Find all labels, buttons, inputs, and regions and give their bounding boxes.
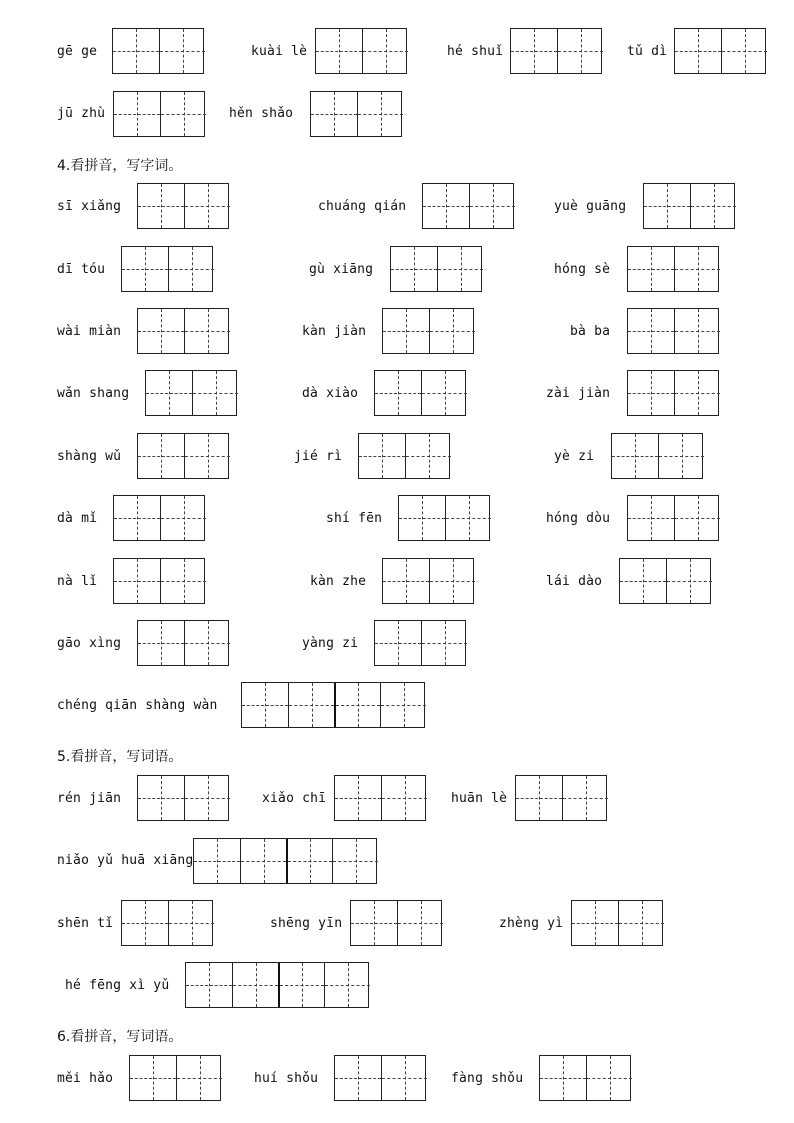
cell-guide-horizontal bbox=[422, 643, 467, 644]
cell-guide-horizontal bbox=[391, 269, 437, 270]
cell-guide-horizontal bbox=[675, 393, 720, 394]
grid-cell[interactable] bbox=[423, 184, 469, 228]
grid-cell[interactable] bbox=[572, 901, 618, 945]
cell-guide-horizontal bbox=[430, 581, 475, 582]
grid-cell[interactable] bbox=[628, 247, 674, 291]
cell-guide-horizontal bbox=[138, 456, 184, 457]
grid-cell[interactable] bbox=[362, 29, 408, 73]
cell-guide-horizontal bbox=[122, 923, 168, 924]
pinyin-lai-dao: lái dào bbox=[546, 574, 603, 589]
grid-cell[interactable] bbox=[381, 776, 427, 820]
grid-cell[interactable] bbox=[184, 434, 230, 478]
section-5-heading: 5.看拼音，写词语。 bbox=[57, 749, 183, 765]
grid-cell[interactable] bbox=[628, 371, 674, 415]
writing-grid[interactable] bbox=[121, 246, 213, 292]
writing-grid[interactable] bbox=[643, 183, 735, 229]
cell-guide-horizontal bbox=[233, 985, 278, 986]
grid-cell[interactable] bbox=[511, 29, 557, 73]
cell-guide-horizontal bbox=[335, 1078, 381, 1079]
writing-grid[interactable] bbox=[611, 433, 703, 479]
grid-cell[interactable] bbox=[383, 559, 429, 603]
cell-guide-horizontal bbox=[628, 269, 674, 270]
pinyin-da-mi: dà mǐ bbox=[57, 511, 98, 526]
cell-guide-horizontal bbox=[675, 331, 720, 332]
writing-grid[interactable] bbox=[193, 838, 377, 884]
grid-cell[interactable] bbox=[138, 621, 184, 665]
grid-cell[interactable] bbox=[168, 247, 214, 291]
cell-guide-horizontal bbox=[383, 331, 429, 332]
writing-grid[interactable] bbox=[390, 246, 482, 292]
pinyin-sheng-yin: shēng yīn bbox=[270, 916, 343, 931]
cell-guide-horizontal bbox=[398, 923, 443, 924]
pinyin-ju-zhu: jū zhù bbox=[57, 106, 106, 121]
section-6-heading: 6.看拼音，写词语。 bbox=[57, 1029, 183, 1045]
grid-cell[interactable] bbox=[375, 621, 421, 665]
pinyin-si-xiang: sī xiǎng bbox=[57, 199, 122, 214]
pinyin-na-li: nà lǐ bbox=[57, 574, 98, 589]
pinyin-hen-shao: hěn shǎo bbox=[229, 106, 294, 121]
grid-cell[interactable] bbox=[644, 184, 690, 228]
cell-guide-horizontal bbox=[113, 51, 159, 52]
grid-cell[interactable] bbox=[160, 559, 206, 603]
cell-guide-horizontal bbox=[130, 1078, 176, 1079]
writing-grid[interactable] bbox=[334, 1055, 426, 1101]
grid-cell[interactable] bbox=[612, 434, 658, 478]
grid-cell[interactable] bbox=[122, 901, 168, 945]
grid-cell[interactable] bbox=[335, 1056, 381, 1100]
cell-guide-horizontal bbox=[399, 518, 445, 519]
grid-cell[interactable] bbox=[194, 839, 240, 883]
cell-guide-horizontal bbox=[193, 393, 238, 394]
grid-cell[interactable] bbox=[557, 29, 603, 73]
grid-cell[interactable] bbox=[391, 247, 437, 291]
grid-cell[interactable] bbox=[168, 901, 214, 945]
grid-cell[interactable] bbox=[122, 247, 168, 291]
cell-guide-horizontal bbox=[691, 206, 736, 207]
writing-grid[interactable] bbox=[137, 775, 229, 821]
pinyin-fang-shou: fàng shǒu bbox=[451, 1071, 524, 1086]
grid-cell[interactable] bbox=[184, 776, 230, 820]
cell-guide-horizontal bbox=[628, 331, 674, 332]
grid-cell[interactable] bbox=[397, 901, 443, 945]
cell-guide-horizontal bbox=[336, 705, 380, 706]
cell-guide-horizontal bbox=[358, 114, 403, 115]
writing-grid[interactable] bbox=[129, 1055, 221, 1101]
cell-guide-horizontal bbox=[335, 798, 381, 799]
grid-cell[interactable] bbox=[429, 309, 475, 353]
cell-guide-horizontal bbox=[516, 798, 562, 799]
grid-cell[interactable] bbox=[286, 839, 332, 883]
cell-guide-horizontal bbox=[572, 923, 618, 924]
writing-grid[interactable] bbox=[382, 308, 474, 354]
grid-cell[interactable] bbox=[357, 92, 403, 136]
writing-grid[interactable] bbox=[374, 620, 466, 666]
pinyin-tu-di: tǔ dì bbox=[627, 44, 668, 59]
grid-cell[interactable] bbox=[159, 29, 205, 73]
pinyin-mei-hao: měi hǎo bbox=[57, 1071, 114, 1086]
cell-guide-horizontal bbox=[470, 206, 515, 207]
section-4-heading: 4.看拼音，写字词。 bbox=[57, 158, 183, 174]
grid-cell[interactable] bbox=[324, 963, 370, 1007]
grid-cell[interactable] bbox=[618, 901, 664, 945]
grid-cell[interactable] bbox=[675, 29, 721, 73]
grid-cell[interactable] bbox=[232, 963, 278, 1007]
grid-cell[interactable] bbox=[114, 559, 160, 603]
cell-guide-horizontal bbox=[422, 393, 467, 394]
grid-cell[interactable] bbox=[316, 29, 362, 73]
cell-guide-horizontal bbox=[438, 269, 483, 270]
grid-cell[interactable] bbox=[628, 496, 674, 540]
grid-cell[interactable] bbox=[540, 1056, 586, 1100]
grid-cell[interactable] bbox=[380, 683, 426, 727]
grid-cell[interactable] bbox=[138, 434, 184, 478]
pinyin-hui-shou: huí shǒu bbox=[254, 1071, 319, 1086]
grid-cell[interactable] bbox=[405, 434, 451, 478]
writing-grid[interactable] bbox=[310, 91, 402, 137]
cell-guide-horizontal bbox=[185, 206, 230, 207]
pinyin-kan-jian: kàn jiàn bbox=[302, 324, 367, 339]
grid-cell[interactable] bbox=[160, 496, 206, 540]
writing-grid[interactable] bbox=[137, 183, 229, 229]
grid-cell[interactable] bbox=[381, 1056, 427, 1100]
grid-cell[interactable] bbox=[516, 776, 562, 820]
pinyin-he-feng-xi-yu: hé fēng xì yǔ bbox=[65, 978, 170, 993]
cell-guide-horizontal bbox=[138, 331, 184, 332]
writing-grid[interactable] bbox=[627, 246, 719, 292]
grid-cell[interactable] bbox=[445, 496, 491, 540]
pinyin-yue-guang: yuè guāng bbox=[554, 199, 627, 214]
writing-grid[interactable] bbox=[334, 775, 426, 821]
writing-grid[interactable] bbox=[113, 91, 205, 137]
grid-cell[interactable] bbox=[332, 839, 378, 883]
grid-cell[interactable] bbox=[186, 963, 232, 1007]
cell-guide-horizontal bbox=[288, 861, 332, 862]
writing-grid[interactable] bbox=[113, 558, 205, 604]
writing-grid[interactable] bbox=[619, 558, 711, 604]
writing-grid[interactable] bbox=[112, 28, 204, 74]
pinyin-di-tou: dī tóu bbox=[57, 262, 106, 277]
cell-guide-horizontal bbox=[620, 581, 666, 582]
grid-cell[interactable] bbox=[138, 309, 184, 353]
grid-cell[interactable] bbox=[114, 92, 160, 136]
grid-cell[interactable] bbox=[721, 29, 767, 73]
cell-guide-horizontal bbox=[430, 331, 475, 332]
cell-guide-horizontal bbox=[122, 269, 168, 270]
cell-guide-horizontal bbox=[628, 518, 674, 519]
writing-grid[interactable] bbox=[539, 1055, 631, 1101]
cell-guide-horizontal bbox=[659, 456, 704, 457]
pinyin-wai-mian: wài miàn bbox=[57, 324, 122, 339]
cell-guide-horizontal bbox=[241, 861, 286, 862]
cell-guide-horizontal bbox=[161, 518, 206, 519]
grid-cell[interactable] bbox=[399, 496, 445, 540]
cell-guide-horizontal bbox=[333, 861, 378, 862]
cell-guide-horizontal bbox=[563, 798, 608, 799]
grid-cell[interactable] bbox=[429, 559, 475, 603]
pinyin-zheng-yi: zhèng yì bbox=[499, 916, 564, 931]
writing-grid[interactable] bbox=[315, 28, 407, 74]
cell-guide-horizontal bbox=[375, 393, 421, 394]
pinyin-gu-xiang: gù xiāng bbox=[309, 262, 374, 277]
cell-guide-horizontal bbox=[406, 456, 451, 457]
cell-guide-horizontal bbox=[185, 798, 230, 799]
cell-guide-horizontal bbox=[351, 923, 397, 924]
pinyin-xiao-chi: xiǎo chī bbox=[262, 791, 327, 806]
pinyin-huan-le: huān lè bbox=[451, 791, 508, 806]
grid-cell[interactable] bbox=[240, 839, 286, 883]
grid-cell[interactable] bbox=[469, 184, 515, 228]
writing-grid[interactable] bbox=[398, 495, 490, 541]
cell-guide-horizontal bbox=[280, 985, 324, 986]
pinyin-shen-ti: shēn tǐ bbox=[57, 916, 114, 931]
grid-cell[interactable] bbox=[383, 309, 429, 353]
grid-cell[interactable] bbox=[437, 247, 483, 291]
cell-guide-horizontal bbox=[363, 51, 408, 52]
cell-guide-horizontal bbox=[138, 206, 184, 207]
pinyin-cheng-qian-shang-wan: chéng qiān shàng wàn bbox=[57, 698, 218, 713]
writing-grid[interactable] bbox=[145, 370, 237, 416]
cell-guide-horizontal bbox=[446, 518, 491, 519]
grid-cell[interactable] bbox=[351, 901, 397, 945]
writing-grid[interactable] bbox=[627, 308, 719, 354]
writing-grid[interactable] bbox=[137, 433, 229, 479]
pinyin-kan-zhe: kàn zhe bbox=[310, 574, 367, 589]
writing-grid[interactable] bbox=[121, 900, 213, 946]
cell-guide-horizontal bbox=[675, 518, 720, 519]
cell-guide-horizontal bbox=[138, 798, 184, 799]
cell-guide-horizontal bbox=[186, 985, 232, 986]
cell-guide-horizontal bbox=[628, 393, 674, 394]
grid-cell[interactable] bbox=[130, 1056, 176, 1100]
cell-guide-horizontal bbox=[138, 643, 184, 644]
writing-grid[interactable] bbox=[422, 183, 514, 229]
cell-guide-horizontal bbox=[359, 456, 405, 457]
cell-guide-horizontal bbox=[540, 1078, 586, 1079]
pinyin-ge-ge: gē ge bbox=[57, 44, 98, 59]
cell-guide-horizontal bbox=[325, 985, 370, 986]
pinyin-yang-zi: yàng zi bbox=[302, 636, 359, 651]
cell-guide-horizontal bbox=[511, 51, 557, 52]
pinyin-hong-dou: hóng dòu bbox=[546, 511, 611, 526]
grid-cell[interactable] bbox=[160, 92, 206, 136]
grid-cell[interactable] bbox=[288, 683, 334, 727]
writing-grid[interactable] bbox=[358, 433, 450, 479]
writing-grid[interactable] bbox=[137, 308, 229, 354]
grid-cell[interactable] bbox=[359, 434, 405, 478]
cell-guide-horizontal bbox=[169, 923, 214, 924]
grid-cell[interactable] bbox=[674, 247, 720, 291]
cell-guide-horizontal bbox=[311, 114, 357, 115]
pinyin-he-shui: hé shuǐ bbox=[447, 44, 504, 59]
grid-cell[interactable] bbox=[421, 371, 467, 415]
pinyin-ren-jian: rén jiān bbox=[57, 791, 122, 806]
cell-guide-horizontal bbox=[114, 518, 160, 519]
grid-cell[interactable] bbox=[138, 776, 184, 820]
cell-guide-horizontal bbox=[558, 51, 603, 52]
writing-grid[interactable] bbox=[674, 28, 766, 74]
writing-grid[interactable] bbox=[350, 900, 442, 946]
grid-cell[interactable] bbox=[334, 683, 380, 727]
cell-guide-horizontal bbox=[316, 51, 362, 52]
cell-guide-horizontal bbox=[382, 1078, 427, 1079]
writing-grid[interactable] bbox=[137, 620, 229, 666]
pinyin-wan-shang: wǎn shang bbox=[57, 386, 130, 401]
cell-guide-horizontal bbox=[381, 705, 426, 706]
pinyin-gao-xing: gāo xìng bbox=[57, 636, 122, 651]
pinyin-shang-wu: shàng wǔ bbox=[57, 449, 122, 464]
writing-grid[interactable] bbox=[510, 28, 602, 74]
cell-guide-horizontal bbox=[722, 51, 767, 52]
grid-cell[interactable] bbox=[242, 683, 288, 727]
grid-cell[interactable] bbox=[674, 371, 720, 415]
pinyin-niao-yu-hua-xiang: niǎo yǔ huā xiāng bbox=[57, 853, 194, 868]
grid-cell[interactable] bbox=[620, 559, 666, 603]
pinyin-kuai-le: kuài lè bbox=[251, 44, 308, 59]
grid-cell[interactable] bbox=[192, 371, 238, 415]
cell-guide-horizontal bbox=[185, 643, 230, 644]
cell-guide-horizontal bbox=[667, 581, 712, 582]
cell-guide-horizontal bbox=[375, 643, 421, 644]
cell-guide-horizontal bbox=[177, 1078, 222, 1079]
grid-cell[interactable] bbox=[586, 1056, 632, 1100]
grid-cell[interactable] bbox=[184, 309, 230, 353]
cell-guide-horizontal bbox=[146, 393, 192, 394]
grid-cell[interactable] bbox=[674, 309, 720, 353]
grid-cell[interactable] bbox=[628, 309, 674, 353]
writing-grid[interactable] bbox=[571, 900, 663, 946]
cell-guide-horizontal bbox=[114, 581, 160, 582]
grid-cell[interactable] bbox=[278, 963, 324, 1007]
writing-grid[interactable] bbox=[113, 495, 205, 541]
pinyin-ba-ba: bà ba bbox=[570, 324, 611, 339]
cell-guide-horizontal bbox=[169, 269, 214, 270]
grid-cell[interactable] bbox=[335, 776, 381, 820]
writing-grid[interactable] bbox=[627, 495, 719, 541]
pinyin-zai-jian: zài jiàn bbox=[546, 386, 611, 401]
cell-guide-horizontal bbox=[383, 581, 429, 582]
writing-grid[interactable] bbox=[515, 775, 607, 821]
grid-cell[interactable] bbox=[184, 621, 230, 665]
grid-cell[interactable] bbox=[146, 371, 192, 415]
writing-grid[interactable] bbox=[374, 370, 466, 416]
grid-cell[interactable] bbox=[138, 184, 184, 228]
cell-guide-horizontal bbox=[114, 114, 160, 115]
cell-guide-horizontal bbox=[675, 51, 721, 52]
cell-guide-horizontal bbox=[242, 705, 288, 706]
cell-guide-horizontal bbox=[161, 114, 206, 115]
cell-guide-horizontal bbox=[161, 581, 206, 582]
writing-grid[interactable] bbox=[627, 370, 719, 416]
writing-grid[interactable] bbox=[382, 558, 474, 604]
cell-guide-horizontal bbox=[289, 705, 334, 706]
cell-guide-horizontal bbox=[619, 923, 664, 924]
cell-guide-horizontal bbox=[423, 206, 469, 207]
cell-guide-horizontal bbox=[644, 206, 690, 207]
grid-cell[interactable] bbox=[666, 559, 712, 603]
grid-cell[interactable] bbox=[658, 434, 704, 478]
pinyin-shi-fen: shí fēn bbox=[326, 511, 383, 526]
cell-guide-horizontal bbox=[160, 51, 205, 52]
cell-guide-horizontal bbox=[194, 861, 240, 862]
grid-cell[interactable] bbox=[674, 496, 720, 540]
grid-cell[interactable] bbox=[562, 776, 608, 820]
writing-grid[interactable] bbox=[241, 682, 425, 728]
grid-cell[interactable] bbox=[113, 29, 159, 73]
cell-guide-horizontal bbox=[382, 798, 427, 799]
pinyin-hong-se: hóng sè bbox=[554, 262, 611, 277]
grid-cell[interactable] bbox=[421, 621, 467, 665]
cell-guide-horizontal bbox=[612, 456, 658, 457]
cell-guide-horizontal bbox=[185, 456, 230, 457]
pinyin-ye-zi: yè zi bbox=[554, 449, 595, 464]
grid-cell[interactable] bbox=[690, 184, 736, 228]
cell-guide-horizontal bbox=[587, 1078, 632, 1079]
grid-cell[interactable] bbox=[184, 184, 230, 228]
pinyin-chuang-qian: chuáng qián bbox=[318, 199, 407, 214]
grid-cell[interactable] bbox=[176, 1056, 222, 1100]
writing-grid[interactable] bbox=[185, 962, 369, 1008]
pinyin-da-xiao: dà xiào bbox=[302, 386, 359, 401]
grid-cell[interactable] bbox=[311, 92, 357, 136]
cell-guide-horizontal bbox=[185, 331, 230, 332]
grid-cell[interactable] bbox=[375, 371, 421, 415]
grid-cell[interactable] bbox=[114, 496, 160, 540]
pinyin-jie-ri: jié rì bbox=[294, 449, 343, 464]
cell-guide-horizontal bbox=[675, 269, 720, 270]
